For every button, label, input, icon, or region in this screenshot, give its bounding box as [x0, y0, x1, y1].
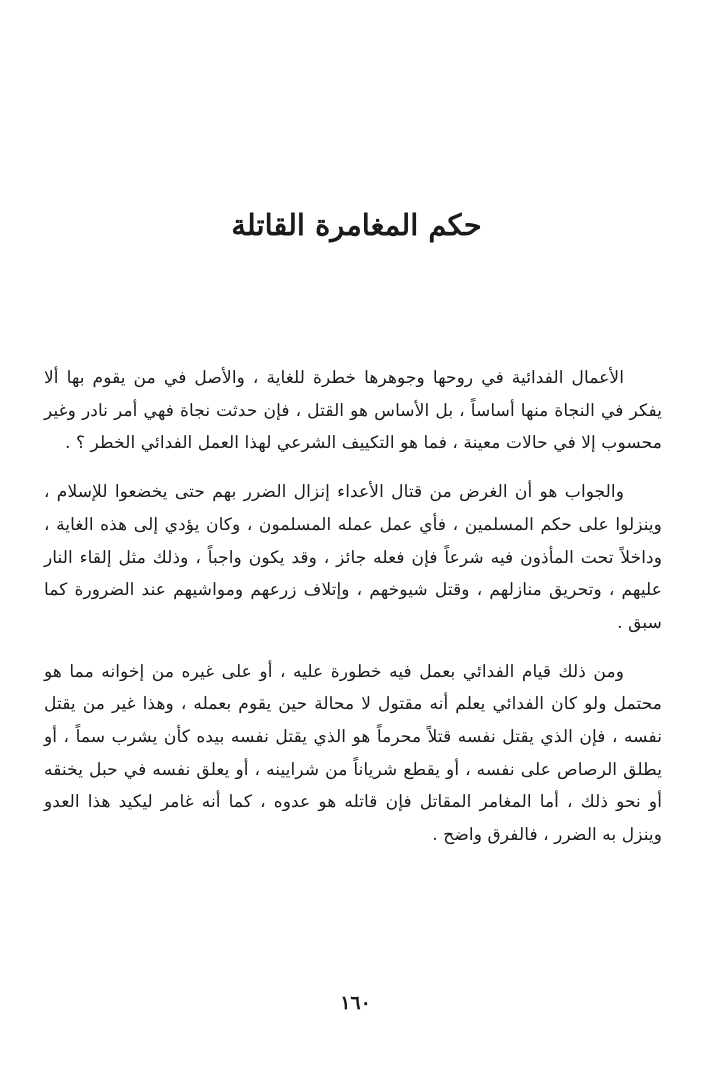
paragraph-3: ومن ذلك قيام الفدائي بعمل فيه خطورة عليه ، أو على غيره من إخوانه مما هو محتمل ولو كان الفدائي يعلم أنه مقتول لا محالة حين يقوم بعمله ، وهذا غير من يقتل نفسه ، فإن الذي يقتل نفسه قتلاً محرماً هو الذي يقتل نفسه بيده كأن يشرب سماً ، أو يطلق الرصاص على نفسه ، أو يقطع شرياناً من شرايينه ، أو يعلق نفسه في حبل يخنقه أو نحو ذلك ، أما المغامر المقاتل فإن قاتله هو عدوه ، كما أنه غامر ليكيد هذا العدو وينزل به الضرر ، فالفرق واضح . [44, 661, 662, 846]
body-text [44, 362, 662, 852]
paragraph-1: الأعمال الفدائية في روحها وجوهرها خطرة للغاية ، والأصل في من يقوم بها ألا يفكر في النجاة منها أساساً ، بل الأساس هو القتل ، فإن حدثت نجاة فهي أمر نادر وغير محسوب إلا في حالات معينة ، فما هو التكييف الشرعي لهذا العمل الفدائي الخطر ؟ . [44, 368, 662, 454]
paragraph-2: والجواب هو أن الغرض من قتال الأعداء إنزال الضرر بهم حتى يخضعوا للإسلام ، وينزلوا على حكم المسلمين ، فأي عمل عمله المسلمون ، وكان يؤدي إلى هذه الغاية ، وداخلاً تحت المأذون فيه شرعاً فإن فعله جائز ، وقد يكون واجباً ، وذلك مثل إلقاء النار عليهم ، وتحريق منازلهم ، وقتل شيوخهم ، وإتلاف زرعهم ومواشيهم عند الضرورة كما سبق . [44, 482, 662, 633]
page-number: ١٦٠ [340, 992, 371, 1014]
chapter-title: حكم المغامرة القاتلة [231, 208, 482, 242]
